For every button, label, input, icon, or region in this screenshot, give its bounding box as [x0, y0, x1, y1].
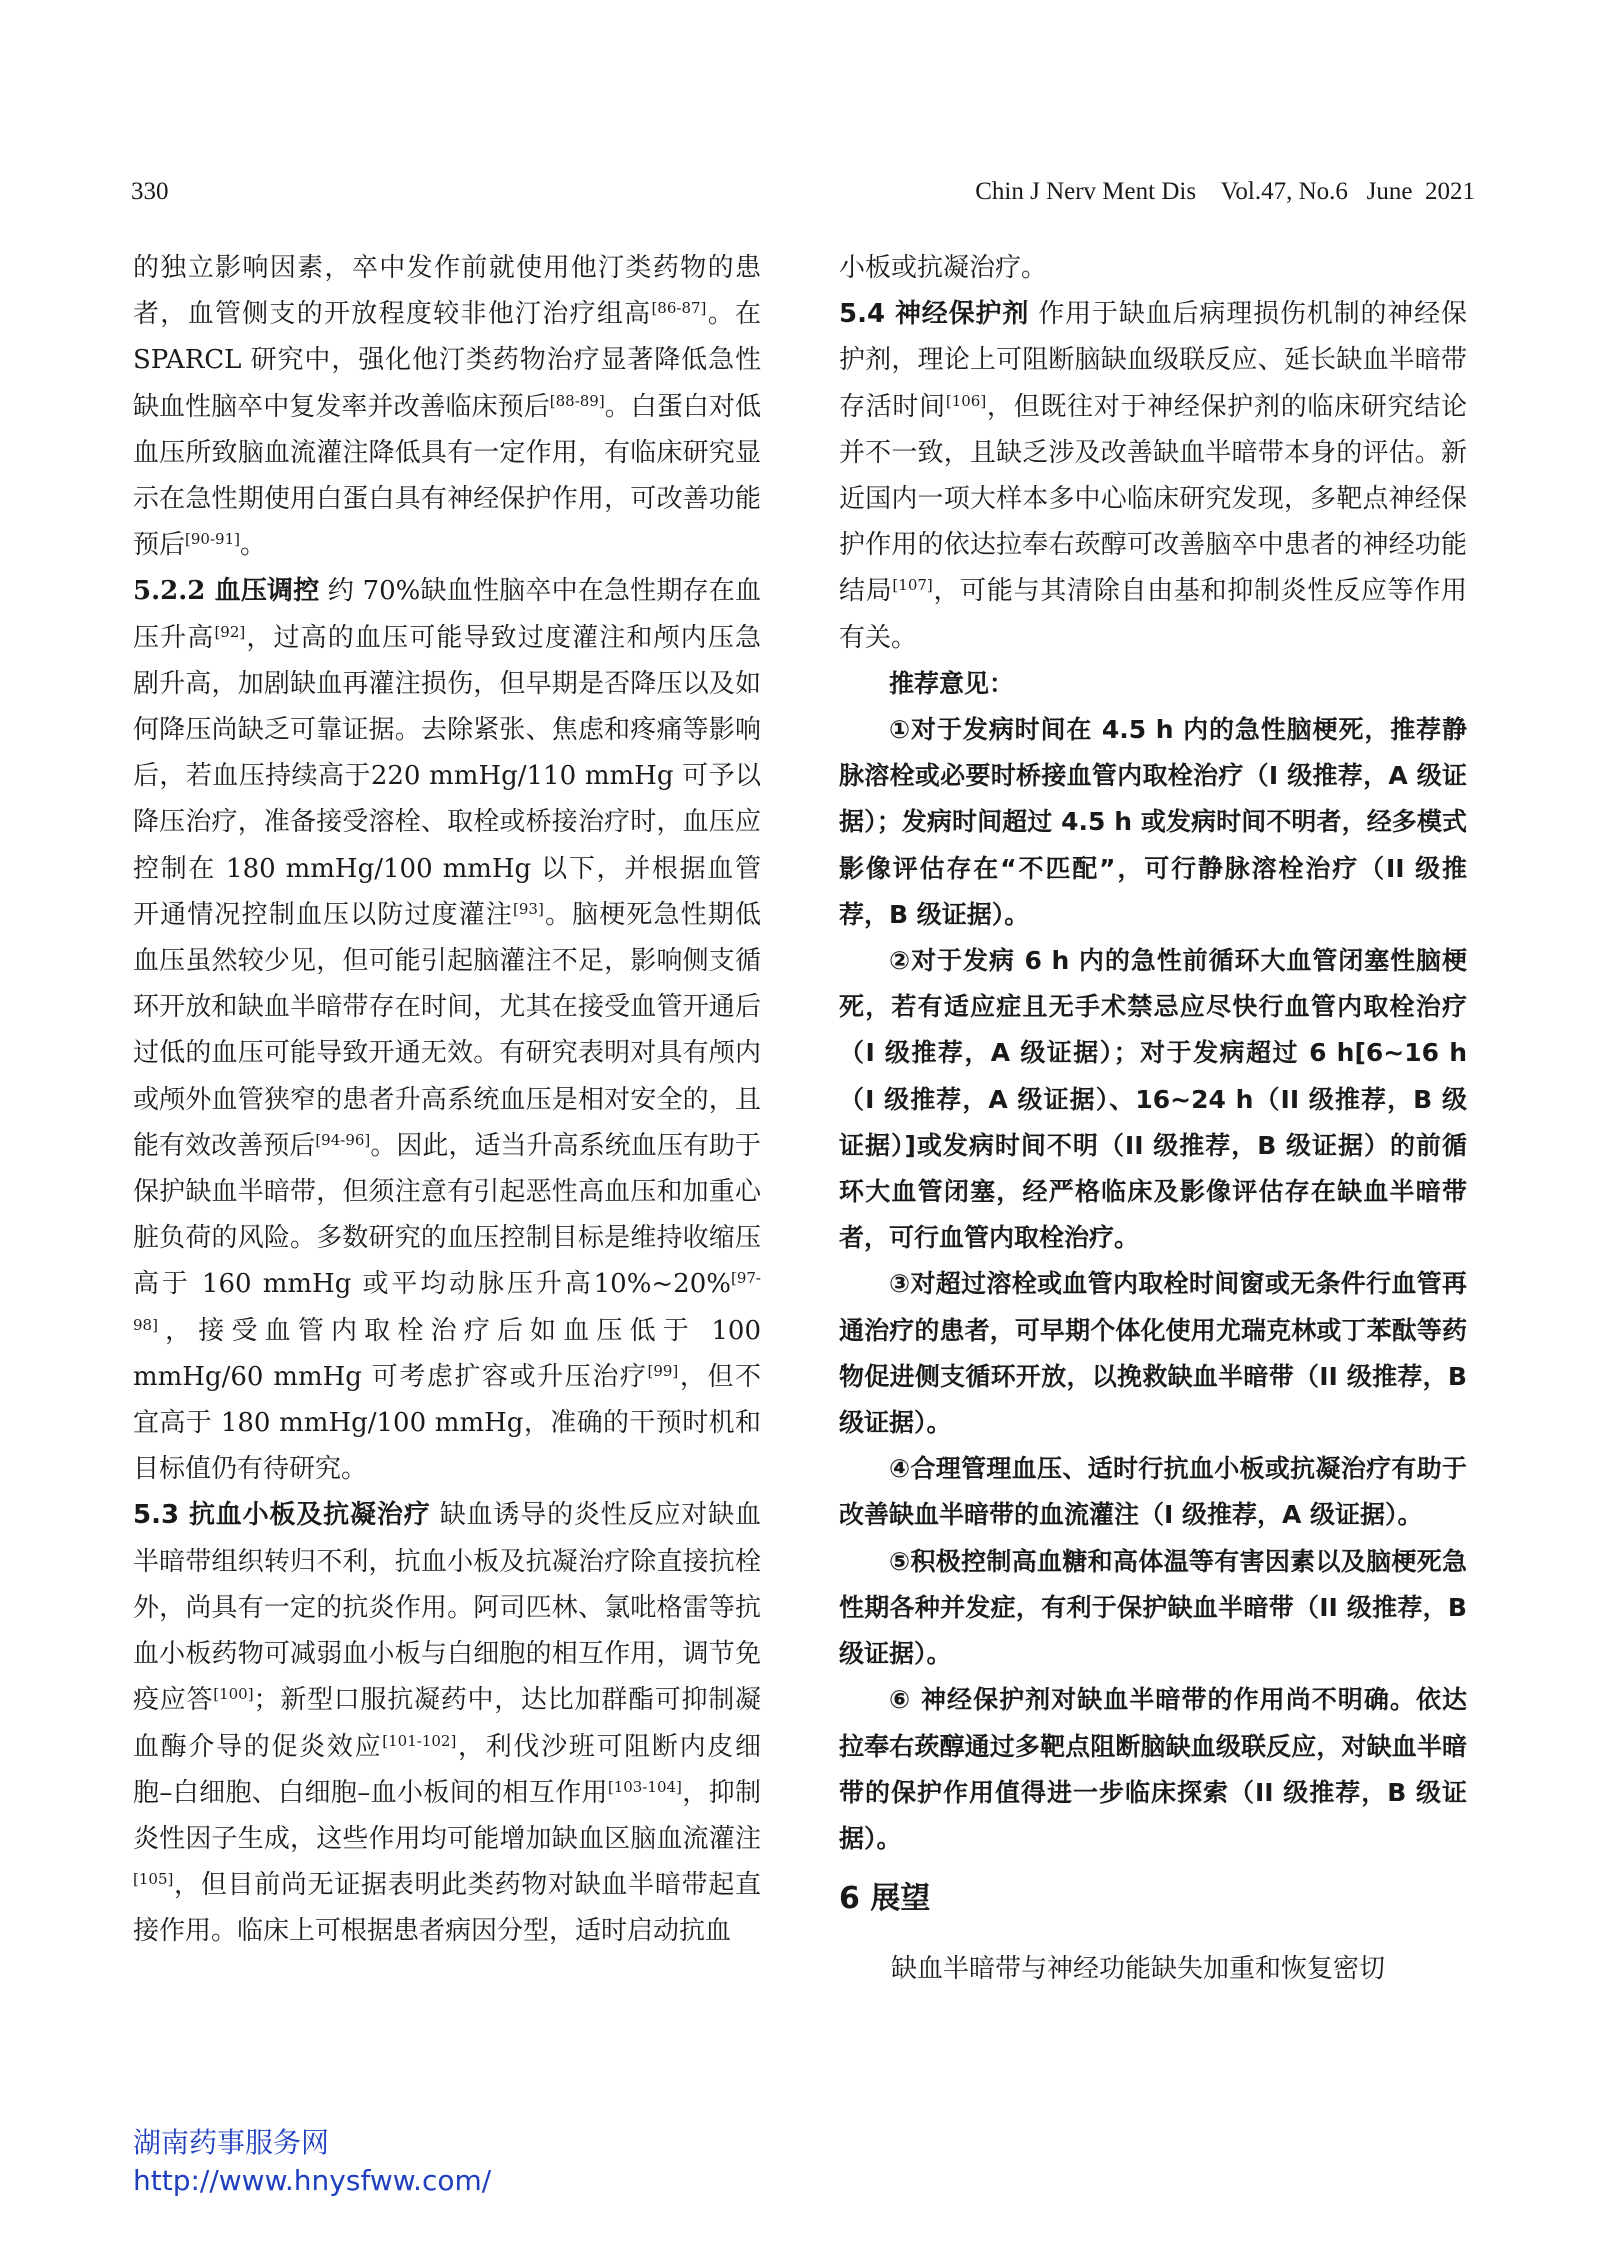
paragraph-outlook: 缺血半暗带与神经功能缺失加重和恢复密切 [891, 1954, 1386, 1985]
recommendation-title: 推荐意见： [889, 668, 1015, 698]
recommendation-item: ③对超过溶栓或血管内取栓时间窗或无条件行血管再通治疗的患者，可早期个体化使用尤瑞克林或丁苯酞等药物促进侧支循环开放，以挽救缺血半暗带（II 级推荐，B 级证据）。 [839, 1269, 1467, 1438]
paragraph-continuation: 小板或抗凝治疗。 [839, 253, 1048, 283]
heading-5-4: 5.4 神经保护剂 [839, 299, 1030, 330]
watermark-footer [133, 2124, 491, 2200]
left-column [133, 245, 761, 1955]
right-column [839, 245, 1467, 1992]
heading-5-2-2: 5.2.2 血压调控 [133, 576, 320, 607]
heading-6-outlook: 6 展望 [839, 1881, 931, 1917]
recommendation-item: ④合理管理血压、适时行抗血小板或抗凝治疗有助于改善缺血半暗带的血流灌注（I 级推荐，A 级证据）。 [839, 1454, 1467, 1530]
journal-citation: Chin J Nerv Ment Dis Vol.47, No.6 June 2021 [975, 178, 1475, 205]
heading-5-3: 5.3 抗血小板及抗凝治疗 [133, 1500, 431, 1531]
page-number: 330 [131, 178, 169, 205]
watermark-url[interactable]: http://www.hnysfww.com/ [133, 2164, 492, 2197]
paragraph-antiplatelet: 5.3 抗血小板及抗凝治疗 缺血诱导的炎性反应对缺血半暗带组织转归不利，抗血小板及抗凝治疗除直接抗栓外，尚具有一定的抗炎作用。阿司匹林、氯吡格雷等抗血小板药物可减弱血小板与白细胞的相互作用，调节免疫应答[100]；新型口服抗凝药中，达比加群酯可抑制凝血酶介导的促炎效应[101-102]，利伐沙班可阻断内皮细胞–白细胞、白细胞–血小板间的相互作用[103-104]，抑制炎性因子生成，这些作用均可能增加缺血区脑血流灌注[105]，但目前尚无证据表明此类药物对缺血半暗带起直接作用。临床上可根据患者病因分型，适时启动抗血 [133, 1500, 761, 1947]
recommendation-item: ②对于发病 6 h 内的急性前循环大血管闭塞性脑梗死，若有适应症且无手术禁忌应尽快行血管内取栓治疗（I 级推荐，A 级证据）；对于发病超过 6 h[6~16 h（I 级推荐，A 级证据）、16~24 h（II 级推荐，B 级证据）]或发病时间不明（II 级推荐，B 级证据）的前循环大血管闭塞，经严格临床及影像评估存在缺血半暗带者，可行血管内取栓治疗。 [839, 946, 1467, 1253]
recommendation-item: ⑤积极控制高血糖和高体温等有害因素以及脑梗死急性期各种并发症，有利于保护缺血半暗带（II 级推荐，B 级证据）。 [839, 1546, 1467, 1669]
watermark-site-name: 湖南药事服务网 [133, 2126, 330, 2159]
paragraph-neuroprotection: 5.4 神经保护剂 作用于缺血后病理损伤机制的神经保护剂，理论上可阻断脑缺血级联反应、延长缺血半暗带存活时间[106]，但既往对于神经保护剂的临床研究结论并不一致，且缺乏涉及改善缺血半暗带本身的评估。新近国内一项大样本多中心临床研究发现，多靶点神经保护作用的依达拉奉右莰醇可改善脑卒中患者的神经功能结局[107]，可能与其清除自由基和抑制炎性反应等作用有关。 [839, 299, 1467, 653]
paragraph-statins: 的独立影响因素，卒中发作前就使用他汀类药物的患者，血管侧支的开放程度较非他汀治疗组高[86-87]。在SPARCL 研究中，强化他汀类药物治疗显著降低急性缺血性脑卒中复发率并改善临床预后[88-89]。白蛋白对低血压所致脑血流灌注降低具有一定作用，有临床研究显示在急性期使用白蛋白具有神经保护作用，可改善功能预后[90-91]。 [133, 253, 761, 561]
paragraph-blood-pressure: 5.2.2 血压调控 约 70%缺血性脑卒中在急性期存在血压升高[92]，过高的血压可能导致过度灌注和颅内压急剧升高，加剧缺血再灌注损伤，但早期是否降压以及如何降压尚缺乏可靠证据。去除紧张、焦虑和疼痛等影响后，若血压持续高于220 mmHg/110 mmHg 可予以降压治疗，准备接受溶栓、取栓或桥接治疗时，血压应控制在 180 mmHg/100 mmHg 以下，并根据血管开通情况控制血压以防过度灌注[93]。脑梗死急性期低血压虽然较少见，但可能引起脑灌注不足，影响侧支循环开放和缺血半暗带存在时间，尤其在接受血管开通后过低的血压可能导致开通无效。有研究表明对具有颅内或颅外血管狭窄的患者升高系统血压是相对安全的，且能有效改善预后[94-96]。因此，适当升高系统血压有助于保护缺血半暗带，但须注意有引起恶性高血压和加重心脏负荷的风险。多数研究的血压控制目标是维持收缩压高于 160 mmHg 或平均动脉压升高10%~20%[97-98]，接受血管内取栓治疗后如血压低于 100 mmHg/60 mmHg 可考虑扩容或升压治疗[99]，但不宜高于 180 mmHg/100 mmHg，准确的干预时机和目标值仍有待研究。 [133, 576, 761, 1485]
recommendation-item: ⑥ 神经保护剂对缺血半暗带的作用尚不明确。依达拉奉右莰醇通过多靶点阻断脑缺血级联反应，对缺血半暗带的保护作用值得进一步临床探索（II 级推荐，B 级证据）。 [839, 1685, 1467, 1853]
recommendation-item: ①对于发病时间在 4.5 h 内的急性脑梗死，推荐静脉溶栓或必要时桥接血管内取栓治疗（I 级推荐，A 级证据）；发病时间超过 4.5 h 或发病时间不明者，经多模式影像评估存在“不匹配”，可行静脉溶栓治疗（II 级推荐，B 级证据）。 [839, 715, 1467, 929]
running-header [131, 178, 1475, 214]
